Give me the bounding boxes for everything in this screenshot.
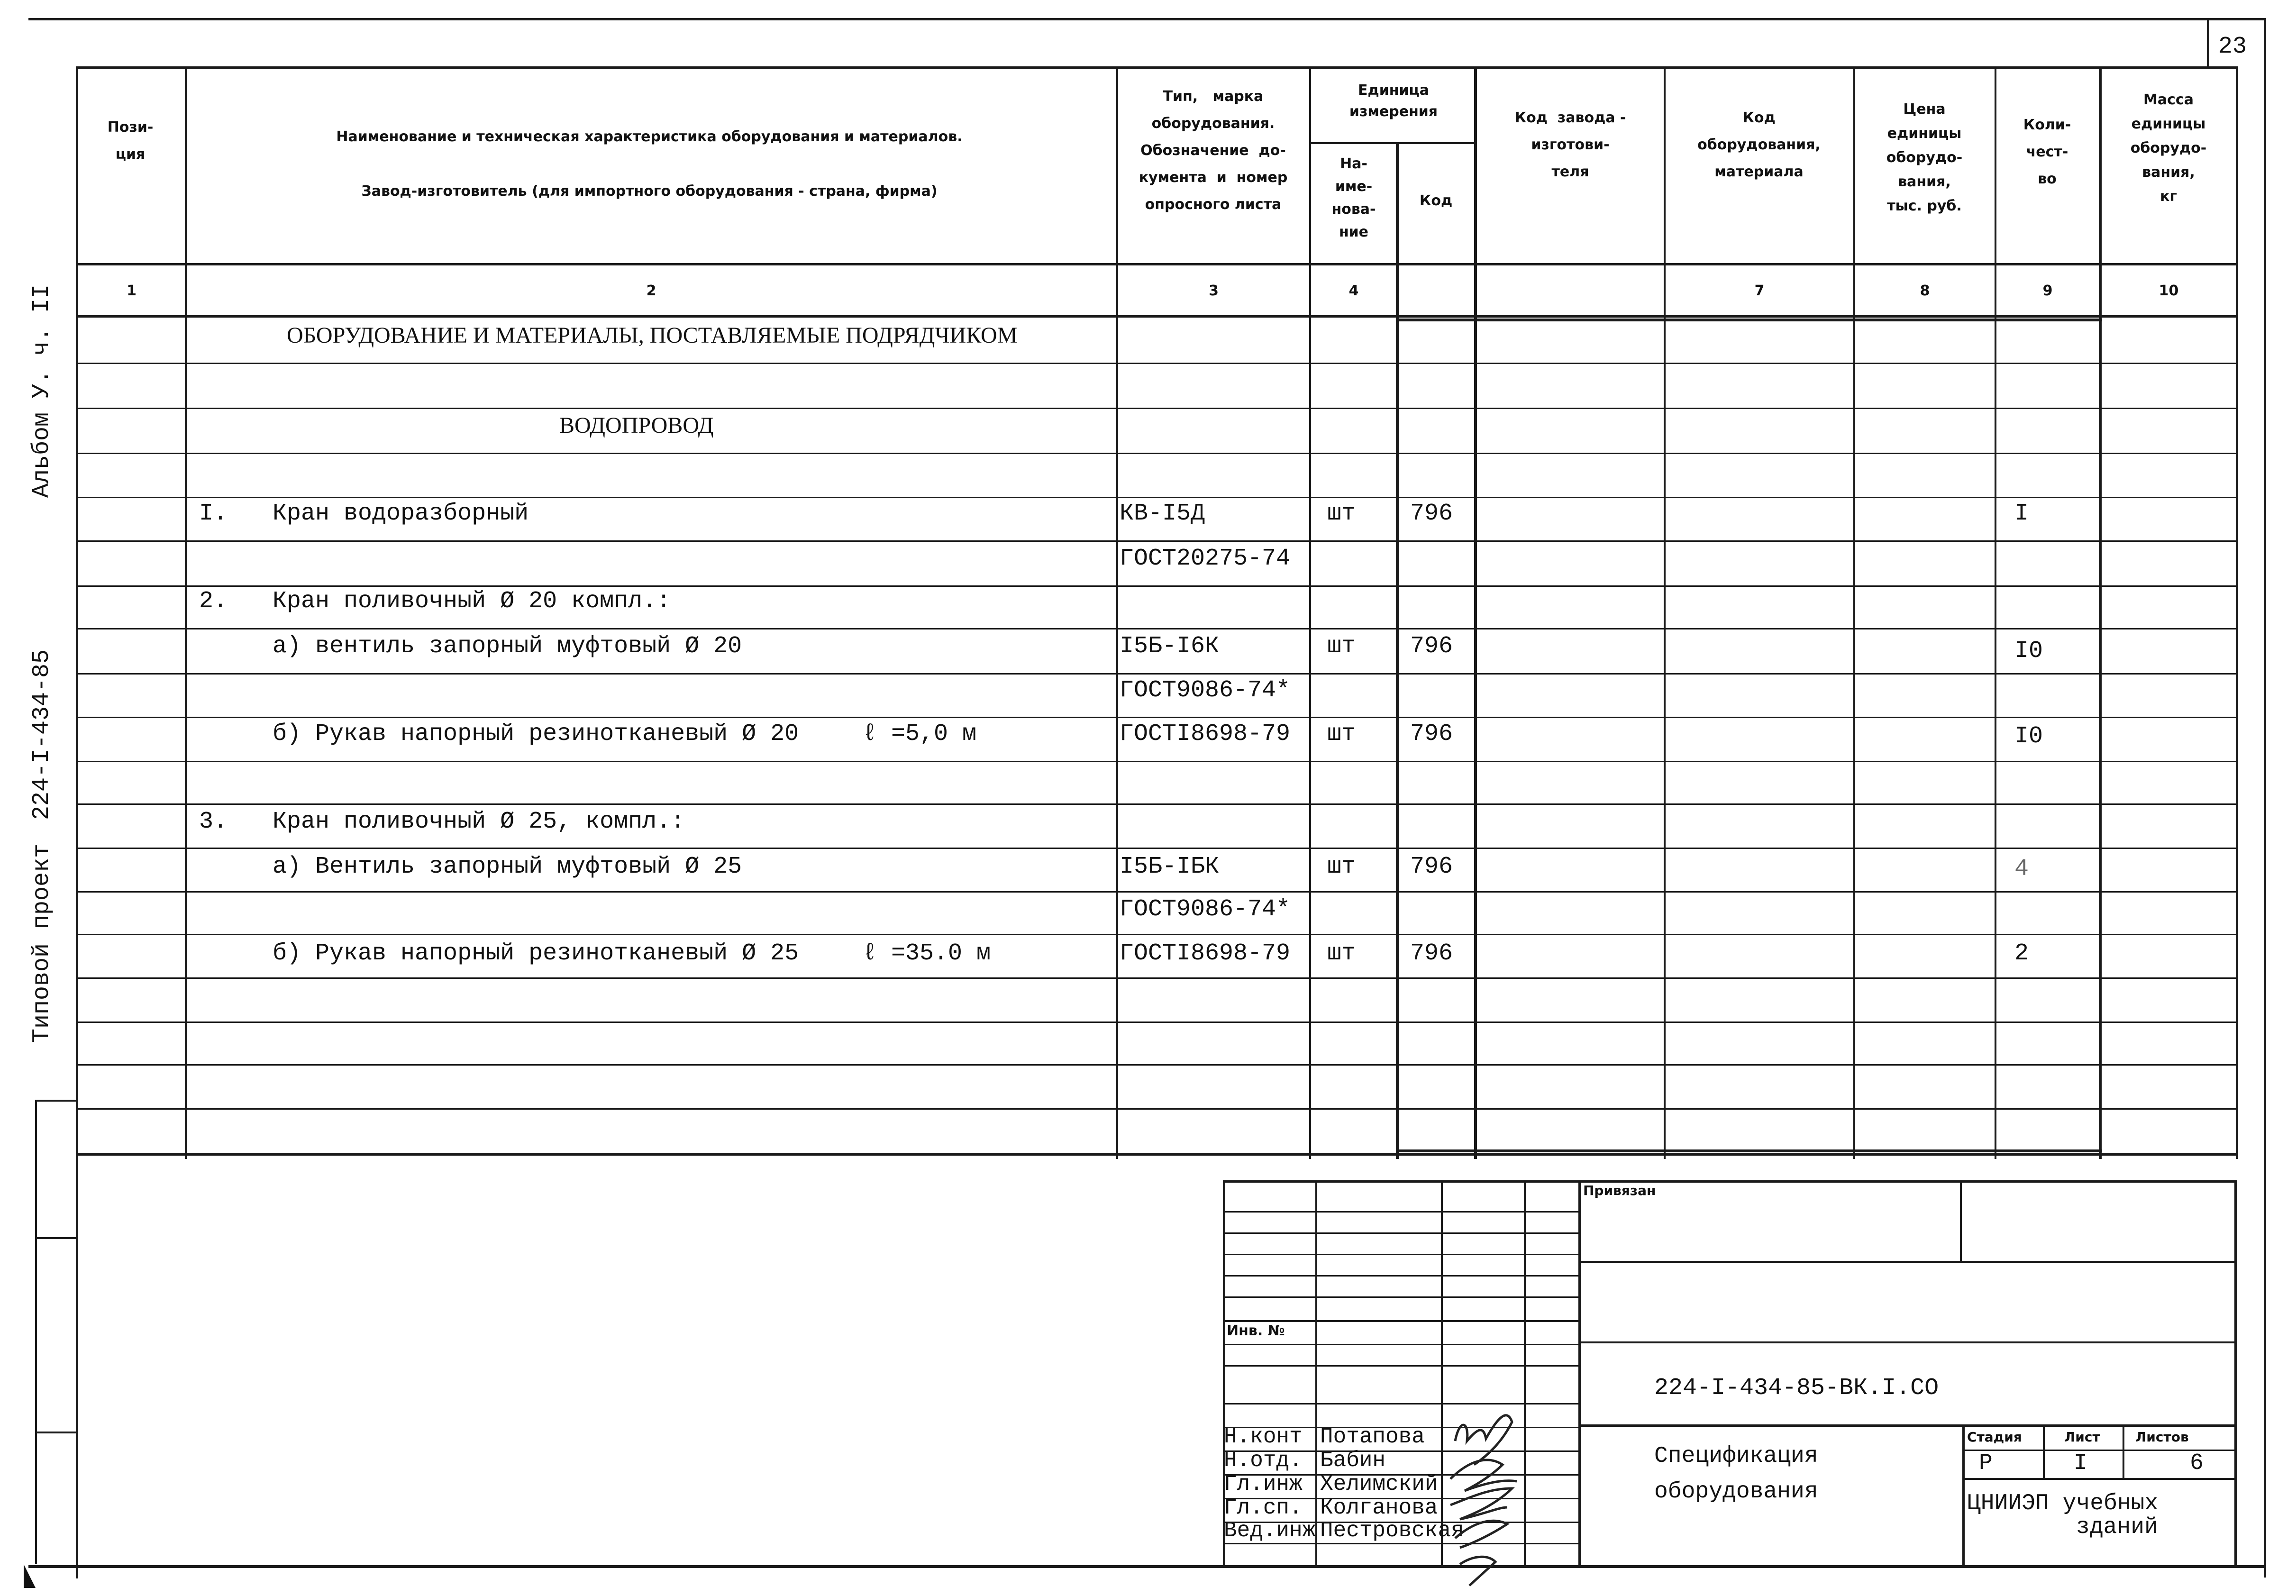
- signer-role: Гл.сп.: [1224, 1496, 1303, 1520]
- document-code: 224-I-434-85-ВК.I.СО: [1654, 1375, 1939, 1402]
- col-num-1: 1: [127, 283, 137, 299]
- col-num-9: 9: [2042, 283, 2053, 299]
- table-row-code: 796: [1410, 500, 1453, 527]
- table-row-name: а) Вентиль запорный муфтовый Ø 25: [273, 853, 742, 880]
- stage-label: Стадия: [1967, 1429, 2022, 1445]
- table-row-code: 796: [1410, 633, 1453, 660]
- table-row-type: I5Б-I6К: [1120, 633, 1220, 660]
- table-row-name: б) Рукав напорный резинотканевый Ø 20: [273, 720, 799, 748]
- col-header-position: Пози- ция: [107, 119, 154, 163]
- table-row-type: ГОСТ20275-74: [1120, 545, 1291, 572]
- privyazan-label: Привязан: [1583, 1183, 1656, 1198]
- signer-role: Н.конт: [1224, 1424, 1303, 1449]
- album-label: Альбом У. ч. II: [28, 284, 55, 498]
- col-header-unit-name: На- име- нова- ние: [1331, 155, 1376, 240]
- table-row-type: ГОСТ9086-74*: [1120, 896, 1291, 923]
- table-row-qty: 2: [2014, 940, 2029, 967]
- table-row-pos: 2.: [199, 588, 228, 615]
- table-row-type: ГОСТI8698-79: [1120, 940, 1291, 967]
- col-num-2: 2: [646, 283, 656, 299]
- sheets-value: 6: [2190, 1450, 2204, 1476]
- col-header-factory-code: Код завода - изготови- теля: [1514, 109, 1626, 180]
- table-row-code: 796: [1410, 720, 1453, 748]
- col-header-type: Тип, марка оборудования. Обозначение до- кумента и номер опросного листа: [1139, 88, 1288, 213]
- table-row-unit: шт: [1327, 500, 1356, 527]
- table-row-unit: шт: [1327, 720, 1356, 748]
- table-row-unit: шт: [1327, 940, 1356, 967]
- signature-kolganova: [1455, 1521, 1507, 1548]
- table-row-unit: шт: [1327, 633, 1356, 660]
- table-row-length: ℓ =5,0 м: [863, 720, 977, 748]
- project-type-label: Типовой проект: [28, 843, 55, 1043]
- table-row-name: Кран поливочный Ø 25, компл.:: [273, 808, 685, 835]
- table-row-qty: I0: [2014, 723, 2043, 750]
- project-code-label: 224-I-434-85: [28, 649, 55, 820]
- table-row-name: б) Рукав напорный резинотканевый Ø 25: [273, 940, 799, 967]
- col-num-3: 3: [1209, 283, 1219, 299]
- table-row-name: а) вентиль запорный муфтовый Ø 20: [273, 633, 742, 660]
- signer-role: Гл.инж: [1224, 1472, 1303, 1496]
- organization-line1: ЦНИИЭП учебных: [1967, 1491, 2159, 1516]
- col-num-4: 4: [1348, 283, 1359, 299]
- col-num-7: 7: [1754, 283, 1765, 299]
- signature-potapova: [1455, 1415, 1512, 1465]
- table-row-pos: I.: [199, 500, 228, 527]
- signature-khelimsky: [1450, 1488, 1512, 1519]
- col-header-price: Цена единицы оборудо- вания, тыс. руб.: [1886, 101, 1963, 214]
- signatures-drawing: [1441, 1389, 1574, 1588]
- sheet-value: I: [2074, 1450, 2087, 1476]
- table-row-name: Кран поливочный Ø 20 компл.:: [273, 588, 671, 615]
- corner-mark: [24, 1564, 36, 1588]
- col-header-name-line2: Завод-изготовитель (для импортного оборудования - страна, фирма): [361, 183, 938, 200]
- table-row-code: 796: [1410, 853, 1453, 880]
- signer-name: Колганова: [1320, 1496, 1438, 1520]
- stage-value: Р: [1979, 1450, 1993, 1476]
- signer-name: Хелимский: [1320, 1472, 1438, 1496]
- signer-name: Пестровская: [1320, 1518, 1464, 1543]
- col-header-qty: Коли- чест- во: [2023, 117, 2071, 187]
- sheet-label: Лист: [2064, 1429, 2100, 1445]
- sheets-label: Листов: [2135, 1429, 2189, 1445]
- col-num-10: 10: [2159, 283, 2179, 299]
- col-header-unit-code: Код: [1419, 192, 1453, 209]
- table-row-type: I5Б-IБК: [1120, 853, 1220, 880]
- col-header-equipment-code: Код оборудования, материала: [1697, 109, 1821, 180]
- signer-role: Н.отд.: [1224, 1448, 1303, 1473]
- table-row-unit: шт: [1327, 853, 1356, 880]
- col-header-unit: Единица измерения: [1349, 82, 1438, 120]
- inventory-label: Инв. №: [1227, 1322, 1285, 1339]
- signer-role: Вед.инж: [1224, 1518, 1316, 1543]
- signature-pestrovskaya: [1460, 1557, 1495, 1586]
- col-header-name-line1: Наименование и техническая характеристика оборудования и материалов.: [336, 128, 963, 145]
- signer-name: Потапова: [1320, 1424, 1425, 1449]
- signature-babin: [1450, 1460, 1517, 1491]
- table-row-pos: 3.: [199, 808, 228, 835]
- document-title-line1: Спецификация: [1654, 1443, 1818, 1469]
- table-row-qty: 4: [2014, 856, 2029, 883]
- document-title-line2: оборудования: [1654, 1479, 1818, 1505]
- col-num-8: 8: [1920, 283, 1930, 299]
- table-row-type: КВ-I5Д: [1120, 500, 1205, 527]
- table-row-type: ГОСТI8698-79: [1120, 720, 1291, 748]
- table-row-qty: I0: [2014, 638, 2043, 665]
- table-row-length: ℓ =35.0 м: [863, 940, 991, 967]
- organization-line2: зданий: [2076, 1514, 2158, 1540]
- table-row-qty: I: [2014, 500, 2029, 527]
- section-title-water: ВОДОПРОВОД: [559, 413, 714, 438]
- section-title-contractor: ОБОРУДОВАНИЕ И МАТЕРИАЛЫ, ПОСТАВЛЯЕМЫЕ ПОДРЯДЧИКОМ: [287, 323, 1018, 348]
- table-row-type: ГОСТ9086-74*: [1120, 677, 1291, 704]
- col-header-mass: Масса единицы оборудо- вания, кг: [2130, 91, 2207, 205]
- table-row-code: 796: [1410, 940, 1453, 967]
- sheet-number: 23: [2218, 33, 2247, 60]
- table-row-name: Кран водоразборный: [273, 500, 529, 527]
- signer-name: Бабин: [1320, 1448, 1386, 1473]
